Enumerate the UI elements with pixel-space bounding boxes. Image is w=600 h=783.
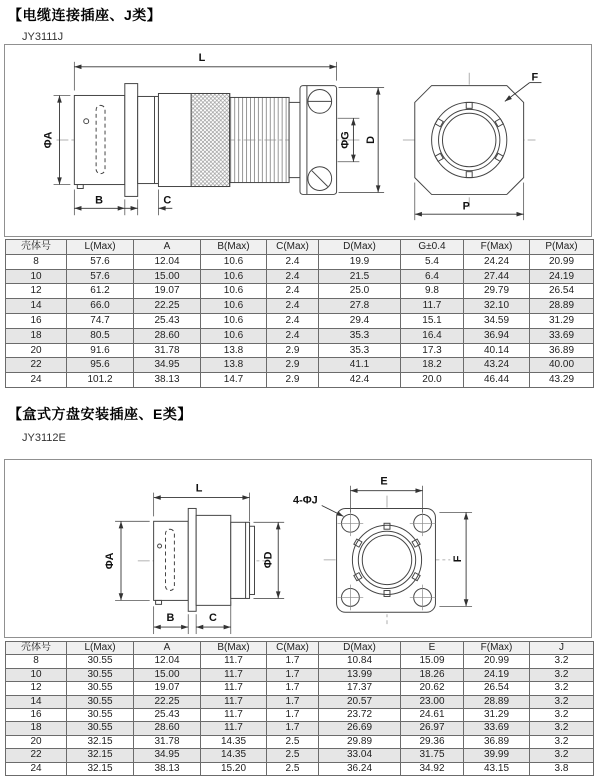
table-cell: 16.4 bbox=[401, 328, 464, 343]
section2-model-number: JY3112E bbox=[22, 432, 66, 444]
table-cell: 30.55 bbox=[67, 682, 134, 695]
table-cell: 2.4 bbox=[267, 284, 319, 299]
side-view-cable-plug bbox=[43, 52, 385, 215]
table-cell: 14.35 bbox=[201, 735, 267, 748]
table-cell: 12 bbox=[6, 682, 67, 695]
dim-label-F: F bbox=[531, 71, 539, 84]
table-cell: 11.7 bbox=[201, 682, 267, 695]
column-header: D(Max) bbox=[319, 240, 401, 255]
table-cell: 13.99 bbox=[319, 668, 401, 681]
table-cell: 91.6 bbox=[67, 343, 134, 358]
table-cell: 43.15 bbox=[464, 762, 530, 775]
table-cell: 36.89 bbox=[464, 735, 530, 748]
table-cell: 26.54 bbox=[530, 284, 594, 299]
table-cell: 11.7 bbox=[201, 655, 267, 668]
column-header: L(Max) bbox=[67, 240, 134, 255]
table-cell: 95.6 bbox=[67, 358, 134, 373]
table-cell: 41.1 bbox=[319, 358, 401, 373]
table-cell: 1.7 bbox=[267, 722, 319, 735]
table-cell: 36.94 bbox=[464, 328, 530, 343]
table-row bbox=[6, 709, 594, 722]
dim-label-B: B bbox=[95, 194, 104, 207]
table-row bbox=[6, 735, 594, 748]
spec-table-e-type bbox=[5, 641, 594, 776]
column-header: C(Max) bbox=[267, 642, 319, 655]
table-cell: 13.8 bbox=[201, 358, 267, 373]
column-header: E bbox=[401, 642, 464, 655]
drawing-box-mount-receptacle-e-type bbox=[4, 459, 592, 638]
table-row bbox=[6, 749, 594, 762]
column-header: A bbox=[134, 642, 201, 655]
dim-label-D: D bbox=[365, 136, 378, 144]
column-header: G±0.4 bbox=[401, 240, 464, 255]
table-cell: 3.2 bbox=[530, 695, 594, 708]
table-cell: 23.00 bbox=[401, 695, 464, 708]
dim-label-phiG: ΦG bbox=[339, 131, 352, 149]
table-cell: 2.5 bbox=[267, 749, 319, 762]
table-row bbox=[6, 299, 594, 314]
dim-label-E: E bbox=[380, 475, 388, 488]
table-cell: 2.9 bbox=[267, 343, 319, 358]
table-cell: 26.54 bbox=[464, 682, 530, 695]
table-cell: 11.7 bbox=[201, 695, 267, 708]
table-cell: 28.60 bbox=[134, 328, 201, 343]
table-cell: 6.4 bbox=[401, 269, 464, 284]
table-cell: 10.6 bbox=[201, 254, 267, 269]
table-cell: 10.84 bbox=[319, 655, 401, 668]
front-view-coupling-ring bbox=[403, 72, 542, 221]
table-cell: 36.24 bbox=[319, 762, 401, 775]
table-cell: 24.61 bbox=[401, 709, 464, 722]
table-cell: 22 bbox=[6, 749, 67, 762]
table-cell: 22.25 bbox=[134, 299, 201, 314]
table-cell: 2.4 bbox=[267, 313, 319, 328]
table-cell: 17.3 bbox=[401, 343, 464, 358]
table-cell: 31.75 bbox=[401, 749, 464, 762]
table-cell: 20 bbox=[6, 735, 67, 748]
table-cell: 33.04 bbox=[319, 749, 401, 762]
table-row bbox=[6, 343, 594, 358]
column-header: J bbox=[530, 642, 594, 655]
front-view-square-flange bbox=[293, 476, 472, 624]
table-cell: 3.2 bbox=[530, 682, 594, 695]
table-row bbox=[6, 328, 594, 343]
table-cell: 34.59 bbox=[464, 313, 530, 328]
table-cell: 29.89 bbox=[319, 735, 401, 748]
table-cell: 29.36 bbox=[401, 735, 464, 748]
table-header-row bbox=[6, 240, 594, 255]
column-header: P(Max) bbox=[530, 240, 594, 255]
column-header: D(Max) bbox=[319, 642, 401, 655]
table-cell: 28.89 bbox=[464, 695, 530, 708]
table-cell: 3.2 bbox=[530, 722, 594, 735]
table-cell: 27.8 bbox=[319, 299, 401, 314]
table-cell: 1.7 bbox=[267, 682, 319, 695]
table-cell: 10 bbox=[6, 668, 67, 681]
table-cell: 38.13 bbox=[134, 762, 201, 775]
table-cell: 2.4 bbox=[267, 254, 319, 269]
table-cell: 32.15 bbox=[67, 749, 134, 762]
dim-label-phiA2: ΦA bbox=[104, 552, 117, 570]
table-cell: 5.4 bbox=[401, 254, 464, 269]
table-cell: 1.7 bbox=[267, 655, 319, 668]
table-cell: 3.2 bbox=[530, 655, 594, 668]
table-cell: 61.2 bbox=[67, 284, 134, 299]
table-row bbox=[6, 313, 594, 328]
table-row bbox=[6, 722, 594, 735]
table-cell: 20.62 bbox=[401, 682, 464, 695]
table-cell: 43.29 bbox=[530, 373, 594, 388]
section1-title: 【电缆连接插座、J类】 bbox=[8, 7, 162, 23]
table-cell: 3.2 bbox=[530, 735, 594, 748]
table-cell: 14 bbox=[6, 695, 67, 708]
column-header: 壳体号 bbox=[6, 240, 67, 255]
table-cell: 40.00 bbox=[530, 358, 594, 373]
table-cell: 2.5 bbox=[267, 762, 319, 775]
table-cell: 38.13 bbox=[134, 373, 201, 388]
table-cell: 24 bbox=[6, 762, 67, 775]
table-cell: 11.7 bbox=[401, 299, 464, 314]
dim-label-B2: B bbox=[166, 612, 175, 625]
table-cell: 27.44 bbox=[464, 269, 530, 284]
table-cell: 18 bbox=[6, 722, 67, 735]
table-cell: 34.95 bbox=[134, 749, 201, 762]
table-cell: 15.09 bbox=[401, 655, 464, 668]
table-cell: 9.8 bbox=[401, 284, 464, 299]
table-cell: 11.7 bbox=[201, 709, 267, 722]
table-row bbox=[6, 373, 594, 388]
table-row bbox=[6, 695, 594, 708]
table-cell: 39.99 bbox=[464, 749, 530, 762]
table-cell: 34.95 bbox=[134, 358, 201, 373]
table-cell: 11.7 bbox=[201, 722, 267, 735]
table-cell: 16 bbox=[6, 709, 67, 722]
dim-label-F2: F bbox=[452, 555, 465, 563]
table-cell: 30.55 bbox=[67, 668, 134, 681]
table-cell: 3.2 bbox=[530, 668, 594, 681]
table-cell: 10 bbox=[6, 269, 67, 284]
column-header: B(Max) bbox=[201, 240, 267, 255]
table-cell: 34.92 bbox=[401, 762, 464, 775]
table-cell: 14 bbox=[6, 299, 67, 314]
table-cell: 23.72 bbox=[319, 709, 401, 722]
table-cell: 2.9 bbox=[267, 358, 319, 373]
table-cell: 20.99 bbox=[530, 254, 594, 269]
table-cell: 13.8 bbox=[201, 343, 267, 358]
table-cell: 26.97 bbox=[401, 722, 464, 735]
table-row bbox=[6, 269, 594, 284]
table-cell: 29.4 bbox=[319, 313, 401, 328]
table-cell: 42.4 bbox=[319, 373, 401, 388]
table-cell: 2.4 bbox=[267, 328, 319, 343]
table-cell: 3.2 bbox=[530, 749, 594, 762]
column-header: L(Max) bbox=[67, 642, 134, 655]
dim-label-phiA: ΦA bbox=[42, 131, 55, 149]
table-cell: 25.43 bbox=[134, 313, 201, 328]
table-cell: 32.15 bbox=[67, 735, 134, 748]
table-row bbox=[6, 655, 594, 668]
dim-label-4phiJ: 4-ΦJ bbox=[293, 494, 318, 507]
table-cell: 14.35 bbox=[201, 749, 267, 762]
table-cell: 15.1 bbox=[401, 313, 464, 328]
table-cell: 10.6 bbox=[201, 269, 267, 284]
table-cell: 33.69 bbox=[530, 328, 594, 343]
table-cell: 28.89 bbox=[530, 299, 594, 314]
section2-title: 【盒式方盘安装插座、E类】 bbox=[8, 406, 192, 422]
table-cell: 30.55 bbox=[67, 722, 134, 735]
table-cell: 28.60 bbox=[134, 722, 201, 735]
table-cell: 46.44 bbox=[464, 373, 530, 388]
table-row bbox=[6, 358, 594, 373]
dim-label-C2: C bbox=[209, 612, 217, 625]
table-cell: 10.6 bbox=[201, 284, 267, 299]
table-cell: 1.7 bbox=[267, 695, 319, 708]
table-cell: 31.78 bbox=[134, 343, 201, 358]
table-cell: 18 bbox=[6, 328, 67, 343]
column-header: 壳体号 bbox=[6, 642, 67, 655]
table-cell: 33.69 bbox=[464, 722, 530, 735]
table-cell: 31.78 bbox=[134, 735, 201, 748]
table-cell: 31.29 bbox=[530, 313, 594, 328]
table-cell: 32.10 bbox=[464, 299, 530, 314]
table-cell: 36.89 bbox=[530, 343, 594, 358]
section1-model-number: JY3111J bbox=[22, 31, 64, 43]
table-cell: 1.7 bbox=[267, 709, 319, 722]
table-cell: 3.8 bbox=[530, 762, 594, 775]
table-header-row bbox=[6, 642, 594, 655]
table-row bbox=[6, 762, 594, 775]
table-cell: 20.57 bbox=[319, 695, 401, 708]
table-cell: 2.4 bbox=[267, 299, 319, 314]
table-cell: 24.24 bbox=[464, 254, 530, 269]
table-cell: 15.00 bbox=[134, 668, 201, 681]
table-cell: 26.69 bbox=[319, 722, 401, 735]
table-cell: 19.9 bbox=[319, 254, 401, 269]
column-header: F(Max) bbox=[464, 642, 530, 655]
table-cell: 101.2 bbox=[67, 373, 134, 388]
table-cell: 10.6 bbox=[201, 328, 267, 343]
table-cell: 3.2 bbox=[530, 709, 594, 722]
table-cell: 10.6 bbox=[201, 313, 267, 328]
dim-label-C: C bbox=[163, 194, 172, 207]
table-cell: 35.3 bbox=[319, 328, 401, 343]
table-cell: 22.25 bbox=[134, 695, 201, 708]
table-row bbox=[6, 682, 594, 695]
column-header: A bbox=[134, 240, 201, 255]
table-cell: 35.3 bbox=[319, 343, 401, 358]
table-row bbox=[6, 668, 594, 681]
table-cell: 15.20 bbox=[201, 762, 267, 775]
table-row bbox=[6, 254, 594, 269]
table-cell: 8 bbox=[6, 254, 67, 269]
table-cell: 30.55 bbox=[67, 709, 134, 722]
table-cell: 43.24 bbox=[464, 358, 530, 373]
table-cell: 22 bbox=[6, 358, 67, 373]
drawing-cable-plug-j-type bbox=[4, 44, 592, 237]
table-cell: 29.79 bbox=[464, 284, 530, 299]
table-cell: 74.7 bbox=[67, 313, 134, 328]
dim-label-L: L bbox=[198, 51, 206, 64]
table-cell: 12 bbox=[6, 284, 67, 299]
table-cell: 24.19 bbox=[530, 269, 594, 284]
table-cell: 25.0 bbox=[319, 284, 401, 299]
column-header: F(Max) bbox=[464, 240, 530, 255]
table-cell: 16 bbox=[6, 313, 67, 328]
table-cell: 2.4 bbox=[267, 269, 319, 284]
table-cell: 25.43 bbox=[134, 709, 201, 722]
table-cell: 2.5 bbox=[267, 735, 319, 748]
table-cell: 20.99 bbox=[464, 655, 530, 668]
table-cell: 80.5 bbox=[67, 328, 134, 343]
dim-label-L2: L bbox=[195, 482, 203, 495]
table-cell: 19.07 bbox=[134, 284, 201, 299]
table-cell: 24.19 bbox=[464, 668, 530, 681]
table-cell: 40.14 bbox=[464, 343, 530, 358]
dim-label-phiD: ΦD bbox=[262, 551, 275, 569]
table-cell: 57.6 bbox=[67, 269, 134, 284]
table-cell: 20 bbox=[6, 343, 67, 358]
table-row bbox=[6, 284, 594, 299]
table-cell: 1.7 bbox=[267, 668, 319, 681]
table-cell: 19.07 bbox=[134, 682, 201, 695]
table-cell: 21.5 bbox=[319, 269, 401, 284]
column-header: B(Max) bbox=[201, 642, 267, 655]
table-cell: 15.00 bbox=[134, 269, 201, 284]
table-cell: 24 bbox=[6, 373, 67, 388]
table-cell: 18.2 bbox=[401, 358, 464, 373]
table-cell: 11.7 bbox=[201, 668, 267, 681]
table-cell: 20.0 bbox=[401, 373, 464, 388]
table-cell: 30.55 bbox=[67, 655, 134, 668]
table-cell: 10.6 bbox=[201, 299, 267, 314]
spec-table-j-type bbox=[5, 239, 594, 388]
table-cell: 30.55 bbox=[67, 695, 134, 708]
side-view-receptacle bbox=[104, 483, 284, 634]
table-cell: 8 bbox=[6, 655, 67, 668]
table-cell: 12.04 bbox=[134, 655, 201, 668]
table-cell: 32.15 bbox=[67, 762, 134, 775]
table-cell: 66.0 bbox=[67, 299, 134, 314]
table-cell: 57.6 bbox=[67, 254, 134, 269]
table-cell: 12.04 bbox=[134, 254, 201, 269]
dim-label-P: P bbox=[462, 200, 470, 213]
table-cell: 14.7 bbox=[201, 373, 267, 388]
table-cell: 18.26 bbox=[401, 668, 464, 681]
table-cell: 31.29 bbox=[464, 709, 530, 722]
table-cell: 17.37 bbox=[319, 682, 401, 695]
column-header: C(Max) bbox=[267, 240, 319, 255]
table-cell: 2.9 bbox=[267, 373, 319, 388]
